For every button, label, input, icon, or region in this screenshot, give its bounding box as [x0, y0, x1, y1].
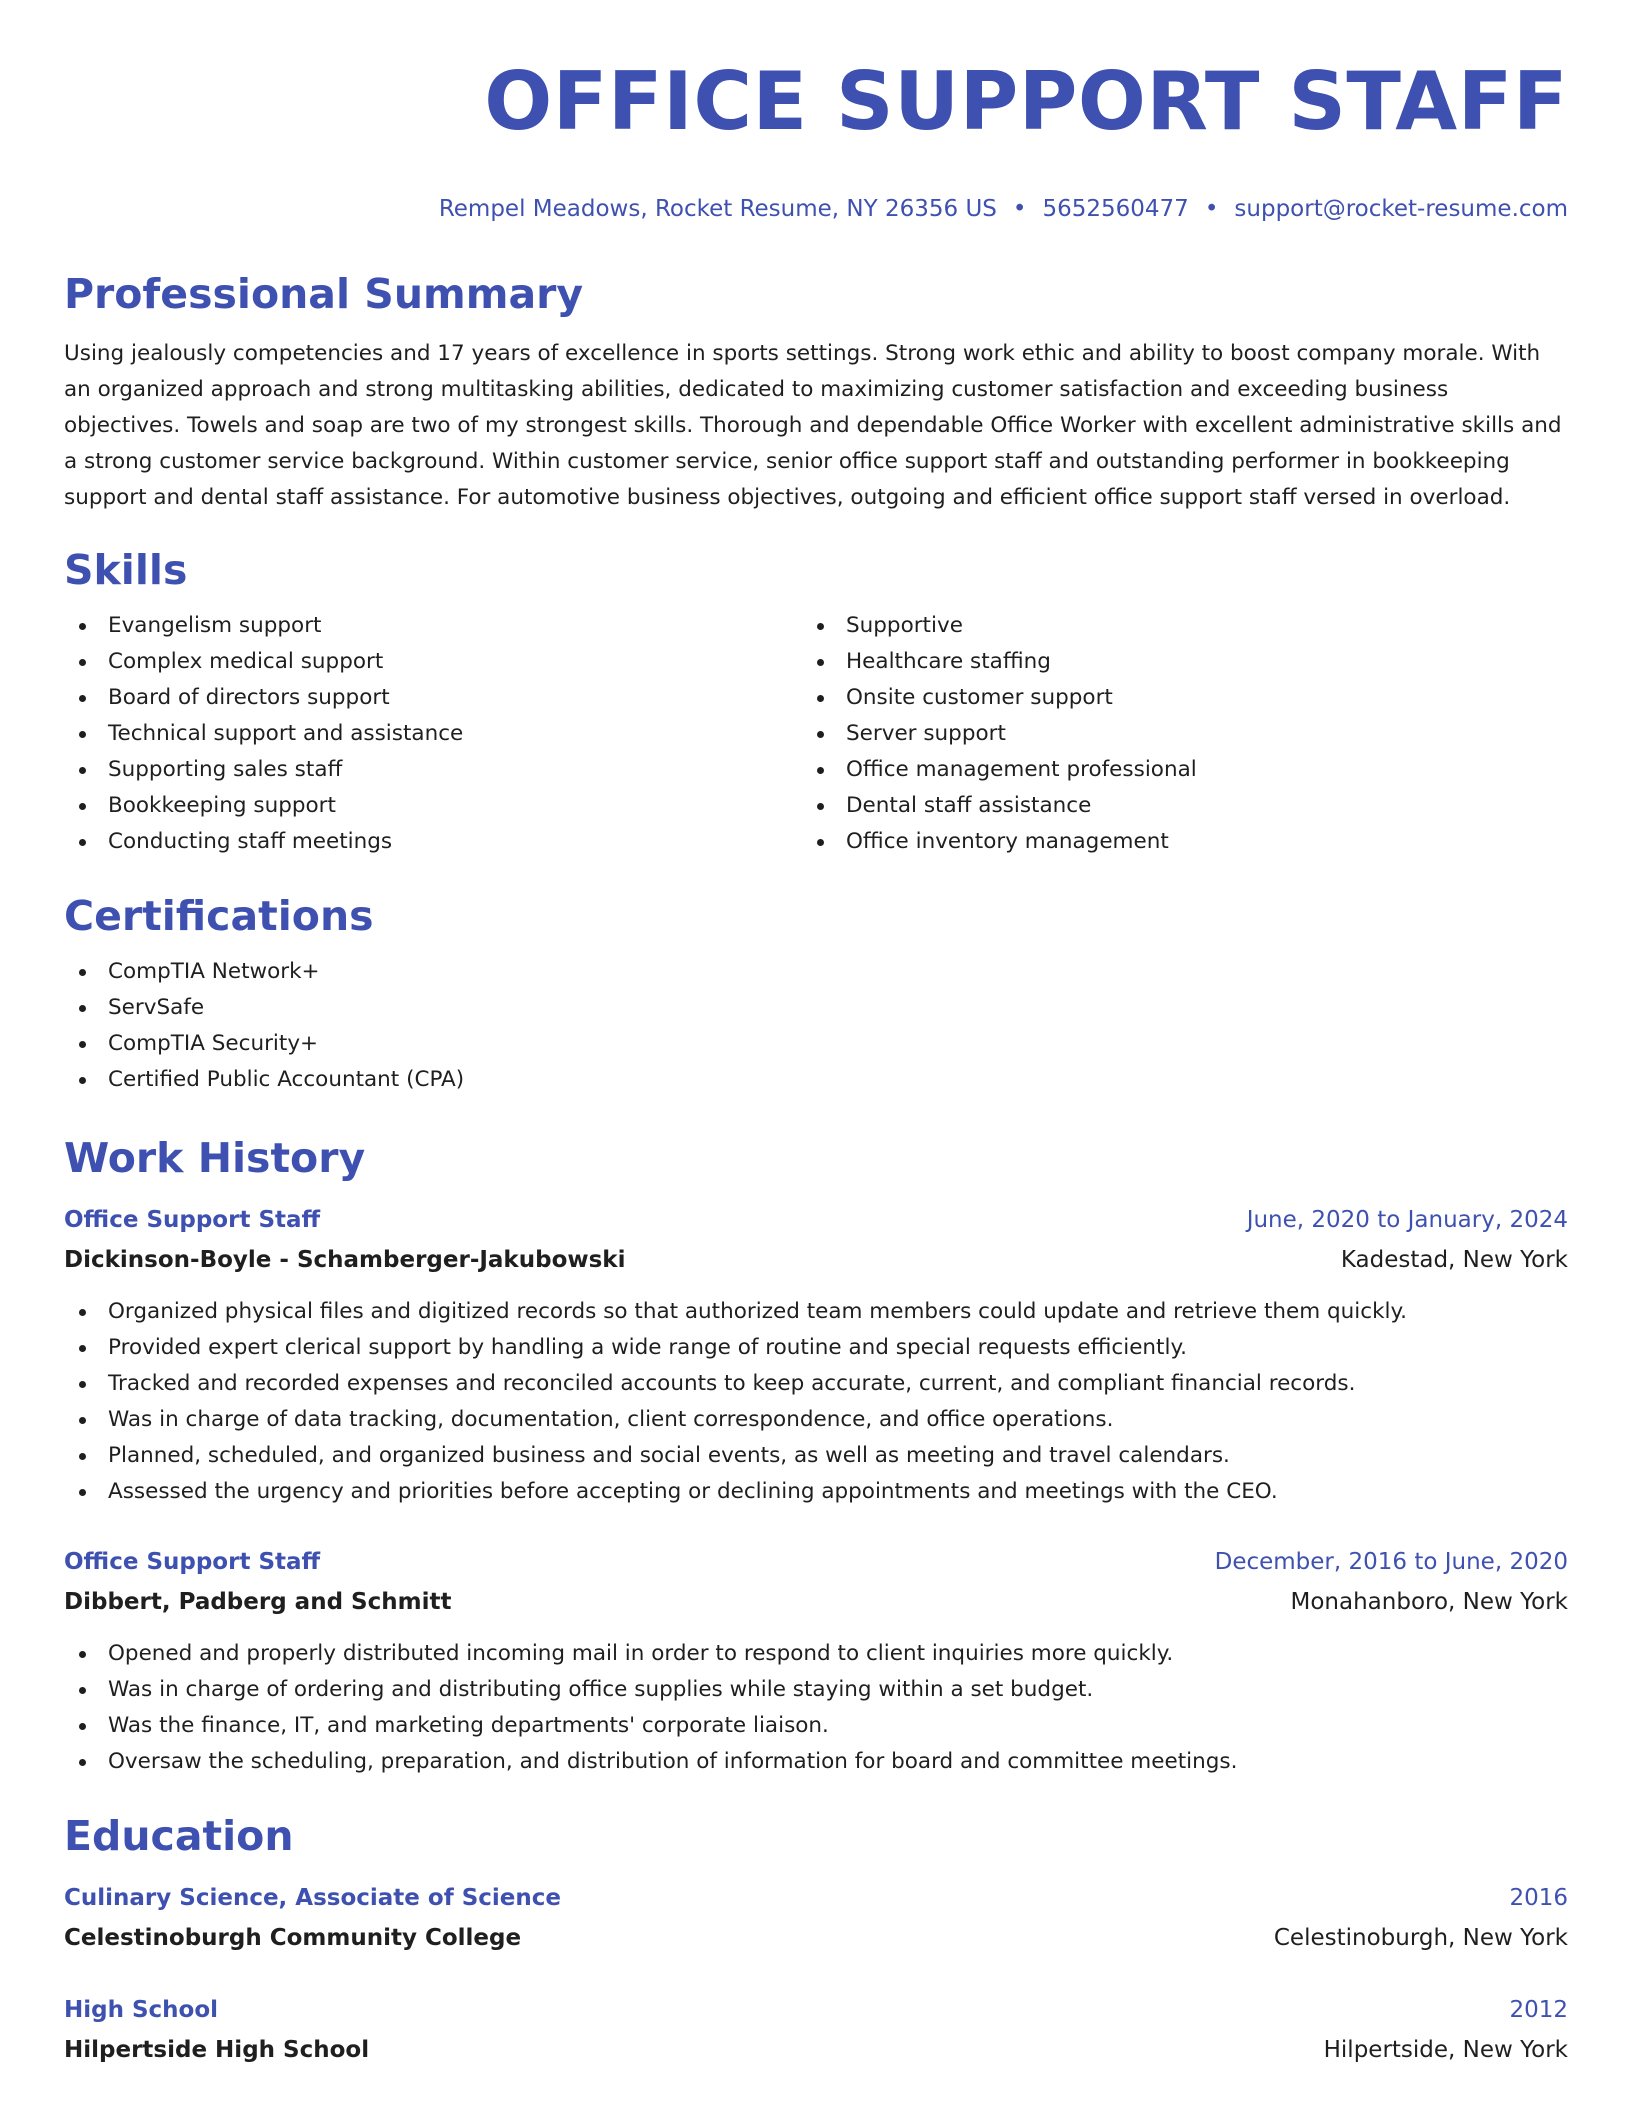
duty-item: Opened and properly distributed incoming mail in order to respond to client inquiries more quickly.	[64, 1636, 1568, 1672]
resume-name: OFFICE SUPPORT STAFF	[484, 55, 1568, 148]
job-dates: December, 2016 to June, 2020	[1214, 1549, 1568, 1575]
contact-separator: •	[1204, 196, 1219, 222]
duty-item: Was the finance, IT, and marketing departments' corporate liaison.	[64, 1708, 1568, 1744]
skill-item: Complex medical support	[64, 644, 802, 680]
skill-item: Technical support and assistance	[64, 716, 802, 752]
duty-item: Assessed the urgency and priorities before accepting or declining appointments and meetings with the CEO.	[64, 1474, 1568, 1510]
education-location: Hilpertside, New York	[1323, 2037, 1568, 2063]
job-entry	[64, 1542, 1568, 1780]
job-company-row	[64, 1582, 1568, 1622]
skills-list-left	[64, 608, 802, 860]
job-location: Monahanboro, New York	[1290, 1589, 1568, 1615]
job-entry	[64, 1200, 1568, 1510]
education-school: Celestinoburgh Community College	[64, 1925, 522, 1951]
education-entry	[64, 1990, 1568, 2070]
skill-item: Conducting staff meetings	[64, 824, 802, 860]
education-degree: Culinary Science, Associate of Science	[64, 1885, 562, 1911]
education-degree: High School	[64, 1997, 219, 2023]
skill-item: Office inventory management	[802, 824, 1540, 860]
certification-item: Certified Public Accountant (CPA)	[64, 1062, 1568, 1098]
duty-item: Organized physical files and digitized records so that authorized team members could update and retrieve them quickly.	[64, 1294, 1568, 1330]
skill-item: Dental staff assistance	[802, 788, 1540, 824]
skill-item: Evangelism support	[64, 608, 802, 644]
job-company-row	[64, 1240, 1568, 1280]
skills-grid	[64, 608, 1568, 860]
job-location: Kadestad, New York	[1340, 1247, 1568, 1273]
education-header-row	[64, 1878, 1568, 1918]
skill-item: Onsite customer support	[802, 680, 1540, 716]
duty-item: Planned, scheduled, and organized business and social events, as well as meeting and travel calendars.	[64, 1438, 1568, 1474]
summary-text: Using jealously competencies and 17 years of excellence in sports settings. Strong work ethic and ability to boost company morale. With an organized approach and strong multitasking abilities, dedicated to maximizing customer satisfaction and exceeding business objectives. Towels and soap are two of my strongest skills. Thorough and dependable Office Worker with excellent administrative skills and a strong customer service background. Within customer service, senior office support staff and outstanding performer in bookkeeping support and dental staff assistance. For automotive business objectives, outgoing and efficient office support staff versed in overload.	[64, 341, 1562, 510]
certification-item: CompTIA Network+	[64, 954, 1568, 990]
job-duties	[64, 1636, 1568, 1780]
skill-item: Office management professional	[802, 752, 1540, 788]
skills-heading: Skills	[64, 546, 188, 594]
duty-item: Was in charge of ordering and distributing office supplies while staying within a set budget.	[64, 1672, 1568, 1708]
duty-item: Oversaw the scheduling, preparation, and distribution of information for board and committee meetings.	[64, 1744, 1568, 1780]
education-location: Celestinoburgh, New York	[1273, 1925, 1568, 1951]
certification-item: ServSafe	[64, 990, 1568, 1026]
education-year: 2016	[1509, 1885, 1568, 1911]
certifications-heading: Certifications	[64, 892, 374, 940]
summary-heading: Professional Summary	[64, 270, 584, 318]
contact-phone: 5652560477	[1042, 196, 1189, 222]
education-school-row	[64, 2030, 1568, 2070]
duty-item: Was in charge of data tracking, documentation, client correspondence, and office operations.	[64, 1402, 1568, 1438]
certifications-list	[64, 954, 1568, 1098]
job-role: Office Support Staff	[64, 1549, 321, 1575]
contact-separator: •	[1012, 196, 1027, 222]
education-header-row	[64, 1990, 1568, 2030]
skill-item: Supporting sales staff	[64, 752, 802, 788]
skill-item: Healthcare staffing	[802, 644, 1540, 680]
education-entry	[64, 1878, 1568, 1958]
contact-email: support@rocket-resume.com	[1234, 196, 1568, 222]
skill-item: Bookkeeping support	[64, 788, 802, 824]
job-company: Dibbert, Padberg and Schmitt	[64, 1589, 452, 1615]
education-school: Hilpertside High School	[64, 2037, 370, 2063]
education-heading: Education	[64, 1812, 294, 1860]
certification-item: CompTIA Security+	[64, 1026, 1568, 1062]
contact-address: Rempel Meadows, Rocket Resume, NY 26356 US	[438, 196, 997, 222]
skills-list-right	[802, 608, 1540, 860]
duty-item: Provided expert clerical support by handling a wide range of routine and special requests efficiently.	[64, 1330, 1568, 1366]
duty-item: Tracked and recorded expenses and reconciled accounts to keep accurate, current, and compliant financial records.	[64, 1366, 1568, 1402]
contact-line	[64, 194, 1568, 224]
work-history-heading: Work History	[64, 1134, 366, 1182]
education-school-row	[64, 1918, 1568, 1958]
skill-item: Board of directors support	[64, 680, 802, 716]
job-company: Dickinson-Boyle - Schamberger-Jakubowski	[64, 1247, 626, 1273]
job-header-row	[64, 1542, 1568, 1582]
education-year: 2012	[1509, 1997, 1568, 2023]
skill-item: Supportive	[802, 608, 1540, 644]
job-dates: June, 2020 to January, 2024	[1246, 1207, 1568, 1233]
job-duties	[64, 1294, 1568, 1510]
job-header-row	[64, 1200, 1568, 1240]
job-role: Office Support Staff	[64, 1207, 321, 1233]
skill-item: Server support	[802, 716, 1540, 752]
